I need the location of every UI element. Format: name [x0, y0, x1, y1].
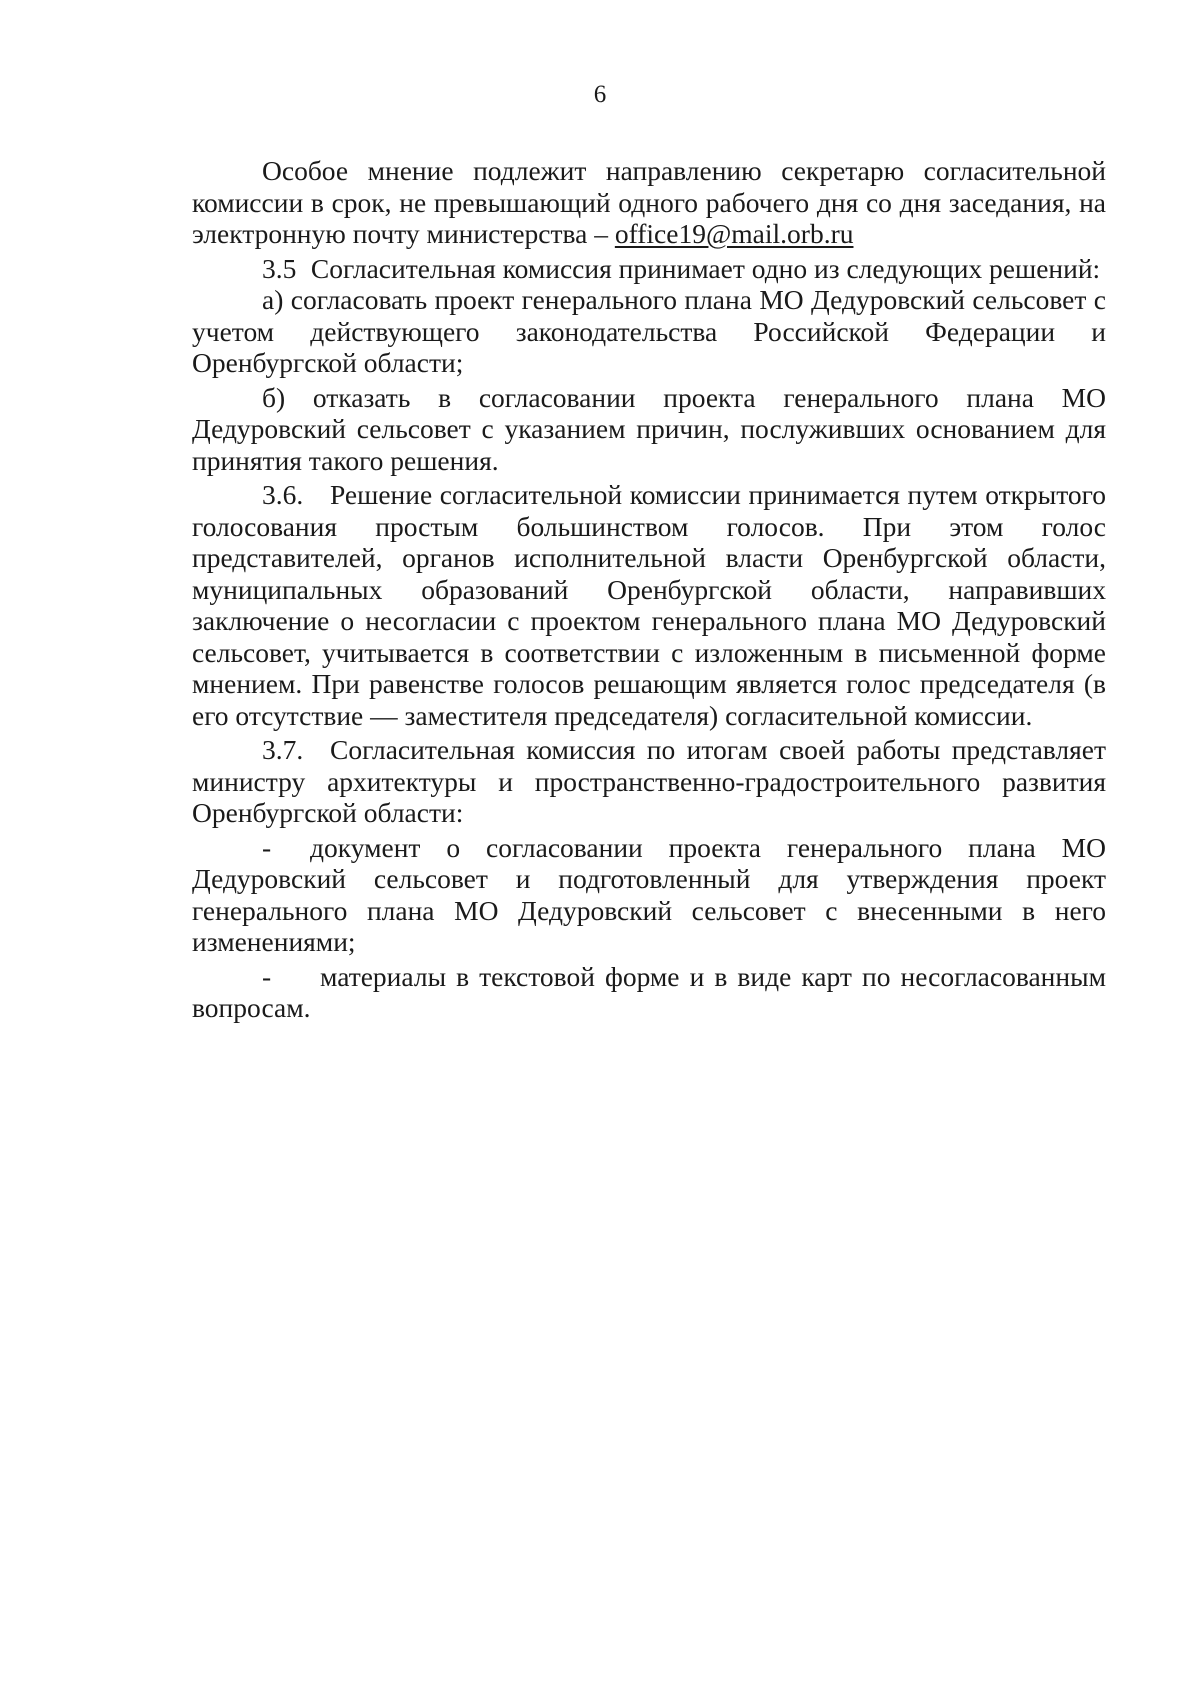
clause-number-3-5: 3.5 — [262, 252, 297, 284]
paragraph-3-5-text: Согласительная комиссия принимает одно из следующих решений: — [310, 252, 1101, 284]
page-number: 6 — [593, 81, 607, 108]
list-item-materials — [192, 961, 1106, 1024]
paragraph-special-opinion — [192, 155, 1106, 250]
clause-number-3-6: 3.6. — [262, 479, 304, 510]
paragraph-option-a: а) согласовать проект генерального плана МО Дедуровский сельсовет с учетом действующего законодательства Российской Федерации и Оренбургской области; — [192, 284, 1106, 378]
paragraph-3-5 — [192, 253, 1106, 285]
paragraph-option-b: б) отказать в согласовании проекта генерального плана МО Дедуровский сельсовет с указанием причин, послуживших основанием для принятия такого решения. — [192, 381, 1106, 476]
list-dash: - — [262, 831, 272, 863]
list-dash: - — [262, 960, 272, 992]
paragraph-3-6-text: Решение согласительной комиссии принимается путем открытого голосования простым большинством голосов. При этом голос представителей, органов исполнительной власти Оренбургской области, муниципальных образований Оренбургской области, направивших заключение о несогласии с проектом генерального плана МО Дедуровский сельсовет, учитывается в соответствии с изложенным в письменной форме мнением. При равенстве голосов решающим является голос председателя (в его отсутствие — заместителя председателя) согласительной комиссии. — [192, 479, 1106, 731]
paragraph-special-opinion-text: Особое мнение подлежит направлению секретарю согласительной комиссии в срок, не превышающий одного рабочего дня со дня заседания, на электронную почту министерства – — [192, 155, 1106, 249]
clause-number-3-7: 3.7. — [262, 734, 304, 765]
document-body — [192, 155, 1106, 1024]
list-item-document — [192, 832, 1106, 958]
list-item-document-text: документ о согласовании проекта генерального плана МО Дедуровский сельсовет и подготовленный для утверждения проект генерального плана МО Дедуровский сельсовет с внесенными в него изменениями; — [192, 831, 1106, 957]
paragraph-3-6 — [192, 479, 1106, 731]
paragraph-3-7-text: Согласительная комиссия по итогам своей работы представляет министру архитектуры и пространственно-градостроительного развития Оренбургской области: — [192, 734, 1106, 828]
paragraph-3-7 — [192, 734, 1106, 829]
list-item-materials-text: материалы в текстовой форме и в виде карт по несогласованным вопросам. — [192, 960, 1106, 1023]
email-link[interactable]: office19@mail.orb.ru — [614, 218, 854, 249]
